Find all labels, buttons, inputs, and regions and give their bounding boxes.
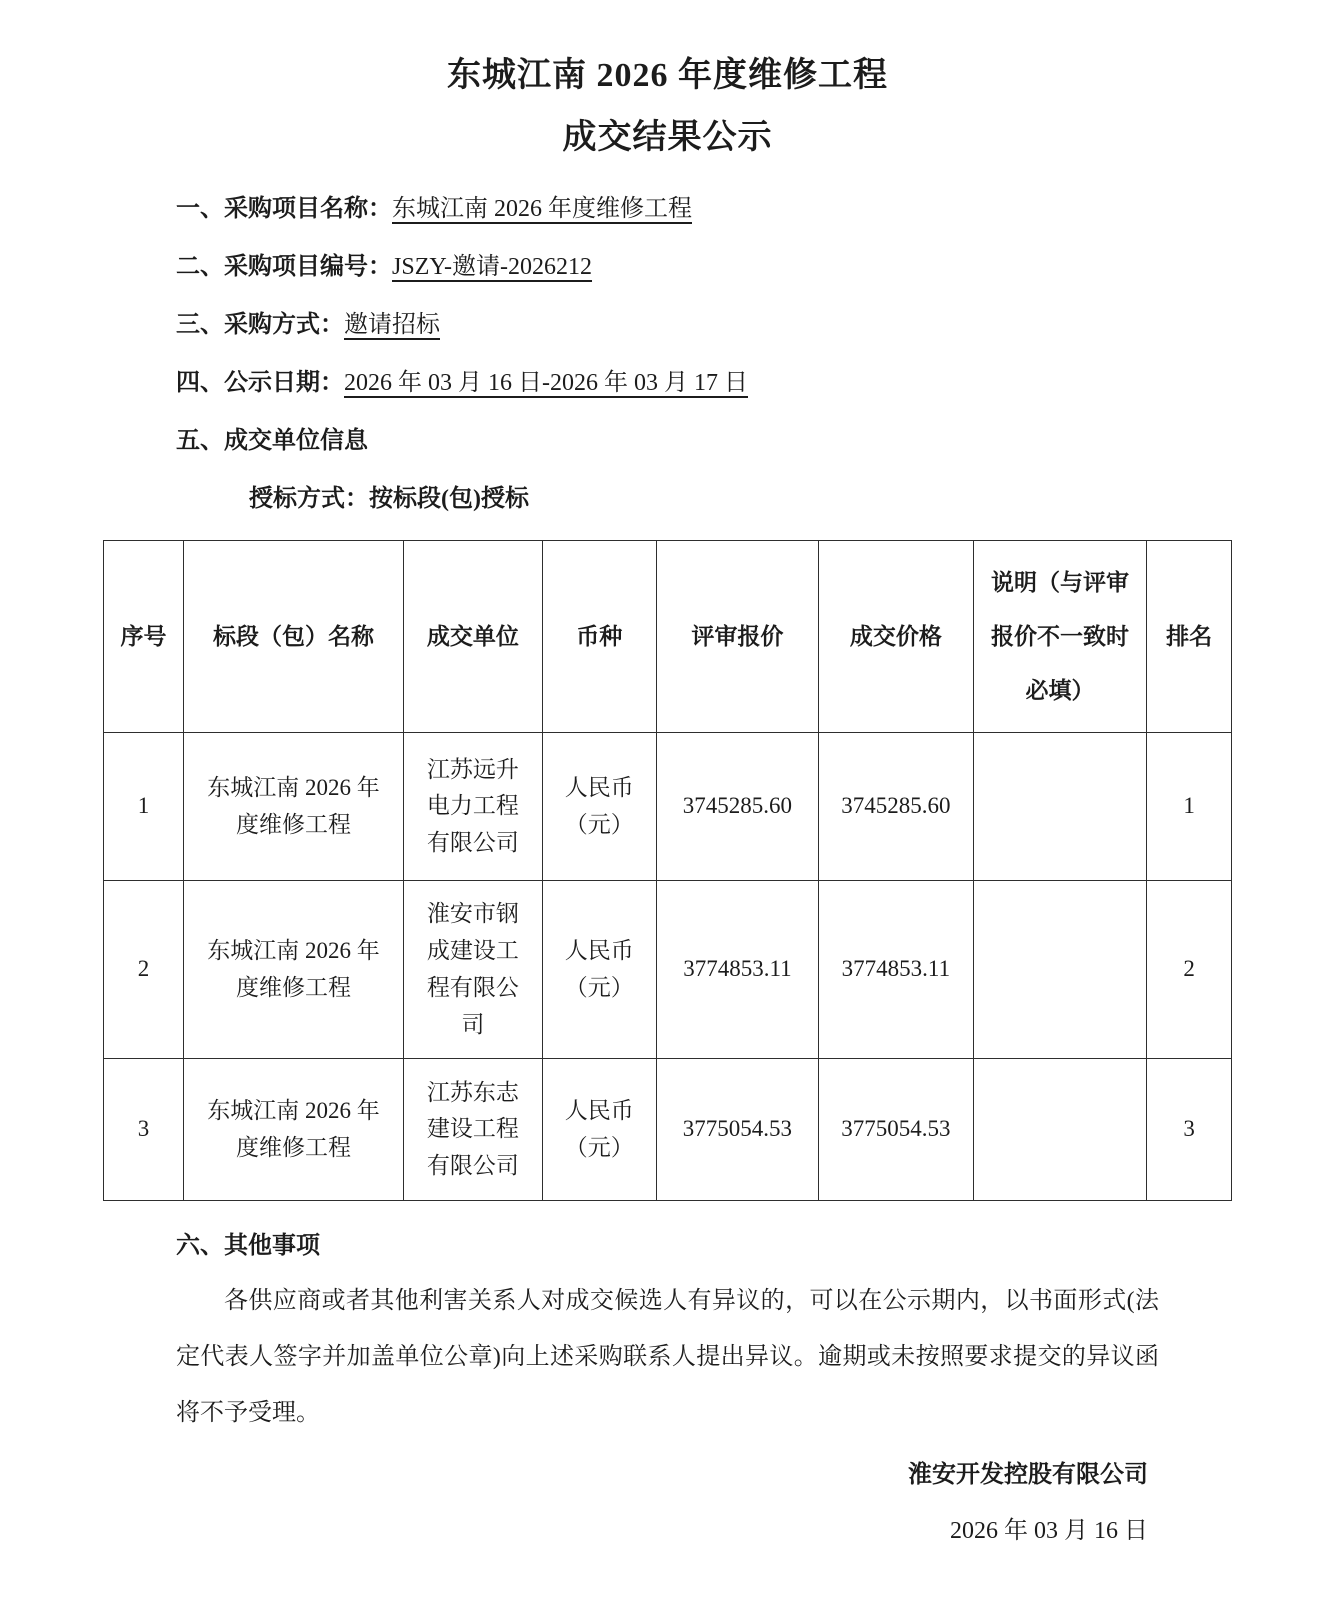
page-title-line1: 东城江南 2026 年度维修工程 xyxy=(447,57,888,94)
signature-company: 淮安开发控股有限公司 xyxy=(908,1462,1148,1489)
cell-remark xyxy=(973,733,1147,881)
cell-review-price: 3745285.60 xyxy=(656,733,818,881)
cell-rank: 3 xyxy=(1147,1059,1232,1201)
item-procurement-method-value: 邀请招标 xyxy=(344,312,440,339)
cell-winning-unit: 江苏远升电力工程有限公司 xyxy=(404,733,543,881)
title-block xyxy=(103,54,1232,160)
item-project-code xyxy=(176,254,1232,280)
cell-lot-name: 东城江南 2026 年度维修工程 xyxy=(184,733,404,881)
table-header-row xyxy=(104,541,1232,733)
header-lot-name: 标段（包）名称 xyxy=(184,541,404,733)
item-procurement-method-label: 三、采购方式： xyxy=(176,312,344,339)
numbered-items xyxy=(176,196,1232,512)
item-procurement-method xyxy=(176,312,1232,338)
item-publicity-date xyxy=(176,370,1232,396)
item-project-name-value: 东城江南 2026 年度维修工程 xyxy=(392,196,692,223)
item-project-code-label: 二、采购项目编号： xyxy=(176,254,392,281)
cell-currency: 人民币（元） xyxy=(542,1059,656,1201)
cell-seq: 3 xyxy=(104,1059,184,1201)
cell-remark xyxy=(973,1059,1147,1201)
cell-winning-unit: 淮安市钢成建设工程有限公司 xyxy=(404,881,543,1059)
header-winning-unit: 成交单位 xyxy=(404,541,543,733)
header-review-price: 评审报价 xyxy=(656,541,818,733)
cell-seq: 2 xyxy=(104,881,184,1059)
item-publicity-date-label: 四、公示日期： xyxy=(176,370,344,397)
cell-lot-name: 东城江南 2026 年度维修工程 xyxy=(184,881,404,1059)
header-deal-price: 成交价格 xyxy=(819,541,974,733)
award-method-line xyxy=(249,486,1232,512)
table-row xyxy=(104,733,1232,881)
cell-deal-price: 3774853.11 xyxy=(819,881,974,1059)
item-project-code-value: JSZY-邀请-2026212 xyxy=(392,254,593,281)
page-title-line2: 成交结果公示 xyxy=(562,119,773,157)
table-row xyxy=(104,1059,1232,1201)
signature-date: 2026 年 03 月 16 日 xyxy=(950,1518,1148,1545)
item-project-name xyxy=(176,196,1232,222)
cell-rank: 2 xyxy=(1147,881,1232,1059)
item-winner-info xyxy=(176,428,1232,454)
cell-review-price: 3775054.53 xyxy=(656,1059,818,1201)
cell-winning-unit: 江苏东志建设工程有限公司 xyxy=(404,1059,543,1201)
item-winner-info-label: 五、成交单位信息 xyxy=(176,428,368,455)
cell-review-price: 3774853.11 xyxy=(656,881,818,1059)
table-row xyxy=(104,881,1232,1059)
item-publicity-date-value: 2026 年 03 月 16 日-2026 年 03 月 17 日 xyxy=(344,370,748,397)
results-table xyxy=(103,540,1232,1201)
cell-rank: 1 xyxy=(1147,733,1232,881)
award-method-label: 授标方式： xyxy=(249,486,369,513)
cell-deal-price: 3745285.60 xyxy=(819,733,974,881)
header-rank: 排名 xyxy=(1147,541,1232,733)
item-project-name-label: 一、采购项目名称： xyxy=(176,196,392,223)
header-remark: 说明（与评审报价不一致时必填） xyxy=(973,541,1147,733)
header-currency: 币种 xyxy=(542,541,656,733)
signature-block xyxy=(103,1447,1232,1559)
cell-deal-price: 3775054.53 xyxy=(819,1059,974,1201)
award-method-value: 按标段(包)授标 xyxy=(369,486,529,513)
other-matters-paragraph: 各供应商或者其他利害关系人对成交候选人有异议的，可以在公示期内，以书面形式(法定代表人签字并加盖单位公章)向上述采购联系人提出异议。逾期或未按照要求提交的异议函将不予受理。 xyxy=(176,1288,1159,1427)
cell-currency: 人民币（元） xyxy=(542,881,656,1059)
cell-lot-name: 东城江南 2026 年度维修工程 xyxy=(184,1059,404,1201)
cell-remark xyxy=(973,881,1147,1059)
other-matters-heading: 六、其他事项 xyxy=(176,1233,320,1260)
cell-seq: 1 xyxy=(104,733,184,881)
cell-currency: 人民币（元） xyxy=(542,733,656,881)
header-seq: 序号 xyxy=(104,541,184,733)
